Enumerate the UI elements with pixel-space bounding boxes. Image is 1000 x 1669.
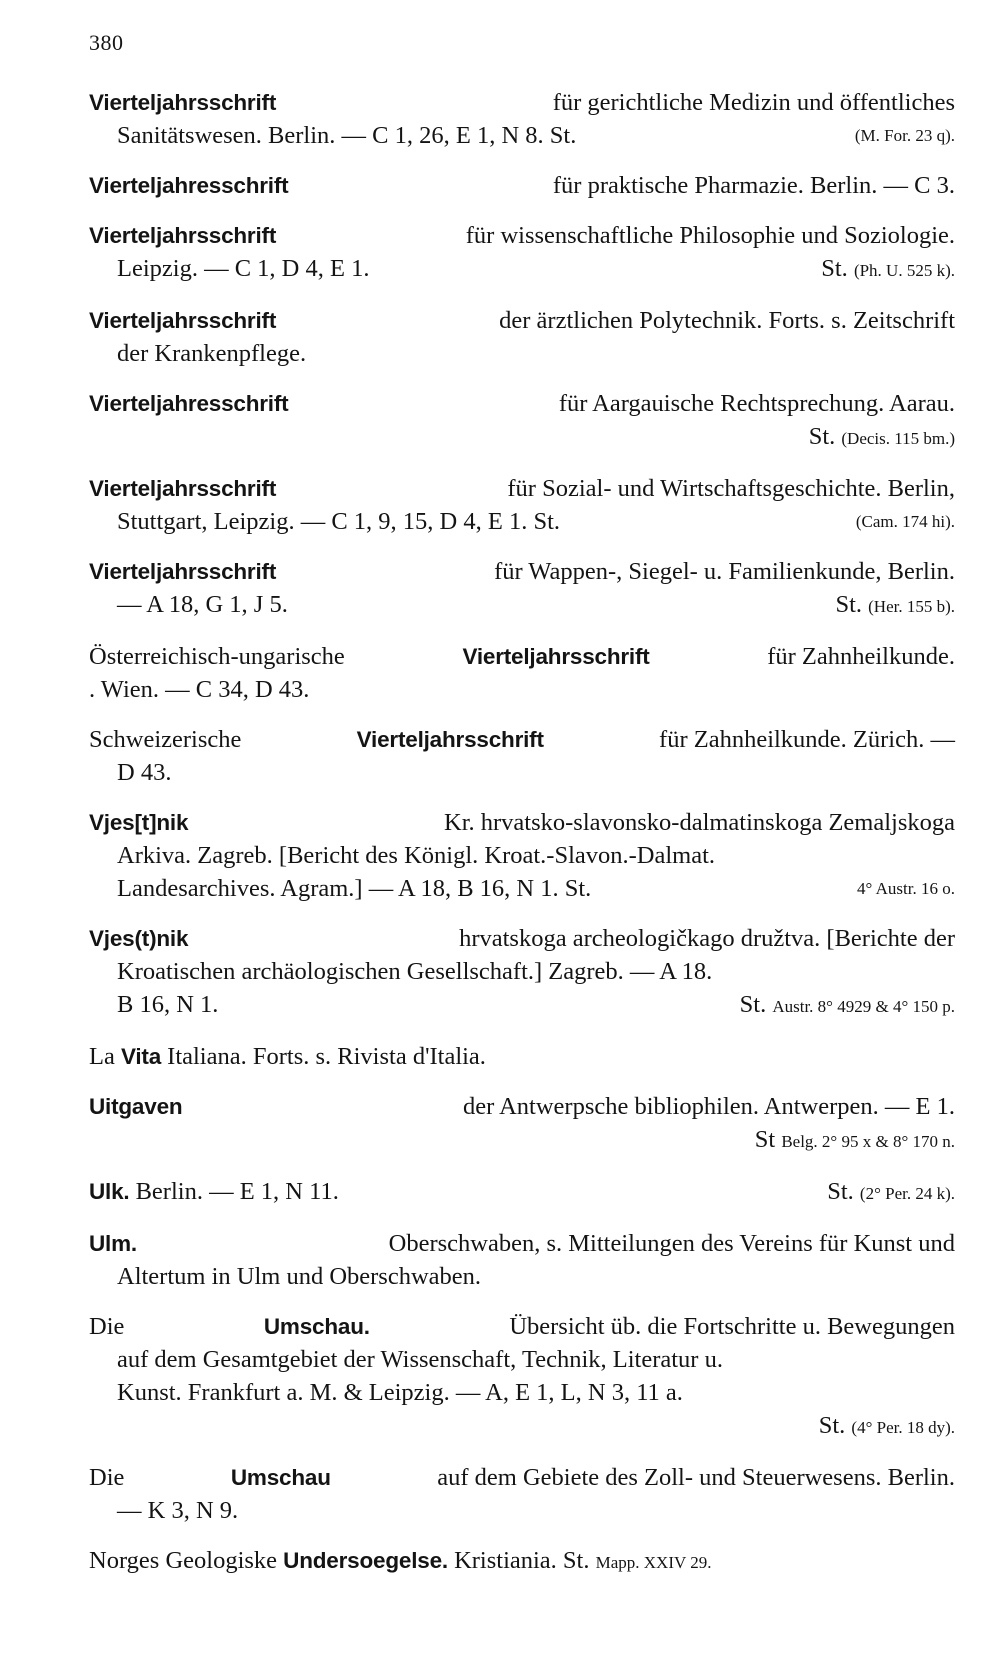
entry xyxy=(89,387,955,455)
entry xyxy=(89,1310,955,1444)
page-number: 380 xyxy=(89,30,124,55)
entry-text: hrvatskoga archeologičkago družtva. [Berichte der xyxy=(459,925,955,952)
entry xyxy=(89,806,955,905)
entry-keyword: Ulm. xyxy=(89,1231,137,1256)
entry-line xyxy=(89,673,955,706)
entry-line xyxy=(89,1260,955,1293)
entry-line xyxy=(89,955,955,988)
entry-text: für wissenschaftliche Philosophie und Soziologie. xyxy=(465,222,955,249)
entry xyxy=(89,219,955,287)
entry-text: Schweizerische xyxy=(89,726,242,753)
entry-line xyxy=(89,839,955,872)
entry-keyword: Ulk. xyxy=(89,1179,130,1204)
entry-line xyxy=(89,420,955,455)
entry-keyword: Vjes(t)nik xyxy=(89,926,189,951)
shelf-mark: 4° Austr. 16 o. xyxy=(857,879,955,898)
entry xyxy=(89,1175,955,1210)
entry-text: Italiana. Forts. s. Rivista d'Italia. xyxy=(167,1043,486,1070)
shelf-mark: (Decis. 115 bm.) xyxy=(841,429,955,448)
shelf-mark: (Her. 155 b). xyxy=(868,597,955,616)
entry-text: der Krankenpflege. xyxy=(117,340,307,367)
entry-keyword: Vierteljahrsschrift xyxy=(89,559,277,584)
entry-keyword: Vierteljahresschrift xyxy=(89,173,289,198)
entry xyxy=(89,1040,955,1073)
entry-text: der ärztlichen Polytechnik. Forts. s. Zeitschrift xyxy=(499,307,955,334)
st-label: St. xyxy=(818,1412,846,1439)
entry-text: Berlin. — E 1, N 11. xyxy=(135,1178,339,1205)
entry xyxy=(89,1544,955,1579)
entry-text: auf dem Gebiete des Zoll- und Steuerwesens. Berlin. xyxy=(437,1464,955,1491)
entry-line xyxy=(89,387,955,420)
entry-line xyxy=(89,988,955,1023)
st-label: St. xyxy=(821,255,848,282)
entry xyxy=(89,1227,955,1293)
entry xyxy=(89,1461,955,1527)
entry-line xyxy=(89,922,955,955)
entry-line xyxy=(89,505,955,538)
entry xyxy=(89,922,955,1023)
entry-line xyxy=(89,723,955,756)
entry-text: Kunst. Frankfurt a. M. & Leipzig. — A, E 1, L, N 3, 11 a. xyxy=(117,1379,683,1406)
entry-text: für Zahnheilkunde. xyxy=(767,643,955,670)
entry-keyword: Vierteljahrsschrift xyxy=(462,644,650,669)
entry-line xyxy=(89,1310,955,1343)
entry-line xyxy=(89,219,955,252)
entry-text: für Wappen-, Siegel- u. Familienkunde, Berlin. xyxy=(494,558,955,585)
entry-text: Oberschwaben, s. Mitteilungen des Vereins für Kunst und xyxy=(388,1230,955,1257)
shelf-mark: (4° Per. 18 dy). xyxy=(851,1418,955,1437)
entry-line xyxy=(89,304,955,337)
entry-line xyxy=(89,1409,955,1444)
entry xyxy=(89,86,955,152)
entry-text: . Wien. — C 34, D 43. xyxy=(89,676,310,703)
shelf-mark: (Ph. U. 525 k). xyxy=(853,261,955,280)
entry-line xyxy=(89,1461,955,1494)
entry-text: Österreichisch-ungarische xyxy=(89,643,345,670)
entry-keyword: Vierteljahrsschrift xyxy=(89,223,277,248)
entry-keyword: Vita xyxy=(120,1044,162,1069)
entry-line xyxy=(89,1040,955,1073)
entry-keyword: Undersoegelse. xyxy=(283,1548,448,1573)
entry-text: Norges Geologiske xyxy=(89,1547,278,1574)
entry-line xyxy=(89,872,955,905)
entry-text: Kroatischen archäologischen Gesellschaft.] Zagreb. — A 18. xyxy=(117,958,713,985)
entry-line xyxy=(89,806,955,839)
entry-text: der Antwerpsche bibliophilen. Antwerpen. — E 1. xyxy=(463,1093,955,1120)
entry-keyword: Vierteljahrsschrift xyxy=(356,727,544,752)
entry xyxy=(89,555,955,623)
entry-text: Leipzig. — C 1, D 4, E 1. xyxy=(117,255,370,282)
entry-text: B 16, N 1. xyxy=(117,991,219,1018)
bibliography-entries xyxy=(89,86,955,1596)
entry-text: für praktische Pharmazie. Berlin. — C 3. xyxy=(552,172,955,199)
entry-line xyxy=(89,555,955,588)
entry-line xyxy=(89,1343,955,1376)
entry-line xyxy=(89,1494,955,1527)
shelf-mark: (M. For. 23 q). xyxy=(854,126,955,145)
entry-keyword: Vjes[t]nik xyxy=(89,810,189,835)
entry-line xyxy=(89,86,955,119)
entry-text: La xyxy=(89,1043,115,1070)
shelf-mark: Mapp. XXIV 29. xyxy=(595,1553,712,1572)
shelf-mark: Belg. 2° 95 x & 8° 170 n. xyxy=(781,1132,955,1151)
entry-line xyxy=(89,588,955,623)
entry xyxy=(89,304,955,370)
entry-text: Sanitätswesen. Berlin. — C 1, 26, E 1, N 8. St. xyxy=(117,122,577,149)
entry-text: — K 3, N 9. xyxy=(117,1497,239,1524)
entry-text: D 43. xyxy=(117,759,172,786)
entry-line xyxy=(89,169,955,202)
shelf-mark: (Cam. 174 hi). xyxy=(855,512,955,531)
entry-text: Landesarchives. Agram.] — A 18, B 16, N 1. St. xyxy=(117,875,592,902)
entry-keyword: Umschau xyxy=(230,1465,331,1490)
entry-keyword: Vierteljahrsschrift xyxy=(89,308,277,333)
entry xyxy=(89,169,955,202)
entry-line xyxy=(89,1123,955,1158)
shelf-mark: Austr. 8° 4929 & 4° 150 p. xyxy=(772,997,955,1016)
entry-line xyxy=(89,1376,955,1409)
st-label: St. xyxy=(808,423,836,450)
entry-line xyxy=(89,1175,955,1210)
entry xyxy=(89,723,955,789)
entry-text: Arkiva. Zagreb. [Bericht des Königl. Kroat.-Slavon.-Dalmat. xyxy=(117,842,716,869)
st-label: St. xyxy=(827,1178,854,1205)
entry-line xyxy=(89,640,955,673)
entry xyxy=(89,472,955,538)
shelf-mark: (2° Per. 24 k). xyxy=(859,1184,955,1203)
entry-line xyxy=(89,337,955,370)
st-label: St. xyxy=(835,591,862,618)
entry-keyword: Umschau. xyxy=(263,1314,370,1339)
entry-text: Kr. hrvatsko-slavonsko-dalmatinskoga Zemaljskoga xyxy=(444,809,955,836)
entry-line xyxy=(89,119,955,152)
entry-text: für gerichtliche Medizin und öffentliches xyxy=(552,89,955,116)
entry-line xyxy=(89,1227,955,1260)
entry-line xyxy=(89,252,955,287)
entry-text: für Aargauische Rechtsprechung. Aarau. xyxy=(558,390,955,417)
entry-text: auf dem Gesamtgebiet der Wissenschaft, Technik, Literatur u. xyxy=(117,1346,723,1373)
entry-text: Die xyxy=(89,1464,125,1491)
entry-text: für Zahnheilkunde. Zürich. — xyxy=(659,726,955,753)
entry-line xyxy=(89,756,955,789)
entry-text: für Sozial- und Wirtschaftsgeschichte. Berlin, xyxy=(507,475,955,502)
entry-text: — A 18, G 1, J 5. xyxy=(117,591,288,618)
entry-line xyxy=(89,1544,955,1579)
entry-text: Stuttgart, Leipzig. — C 1, 9, 15, D 4, E 1. St. xyxy=(117,508,561,535)
entry-keyword: Vierteljahrsschrift xyxy=(89,476,277,501)
entry xyxy=(89,1090,955,1158)
entry-keyword: Vierteljahresschrift xyxy=(89,391,289,416)
st-label: St. xyxy=(739,991,767,1018)
entry-keyword: Vierteljahrsschrift xyxy=(89,90,277,115)
entry-text: Die xyxy=(89,1313,125,1340)
entry-text: Übersicht üb. die Fortschritte u. Bewegungen xyxy=(509,1313,955,1340)
entry-line xyxy=(89,472,955,505)
st-label: St xyxy=(754,1126,776,1153)
entry xyxy=(89,640,955,706)
entry-text: Altertum in Ulm und Oberschwaben. xyxy=(117,1263,482,1290)
entry-keyword: Uitgaven xyxy=(89,1094,183,1119)
entry-text: Kristiania. St. xyxy=(454,1547,590,1574)
entry-line xyxy=(89,1090,955,1123)
